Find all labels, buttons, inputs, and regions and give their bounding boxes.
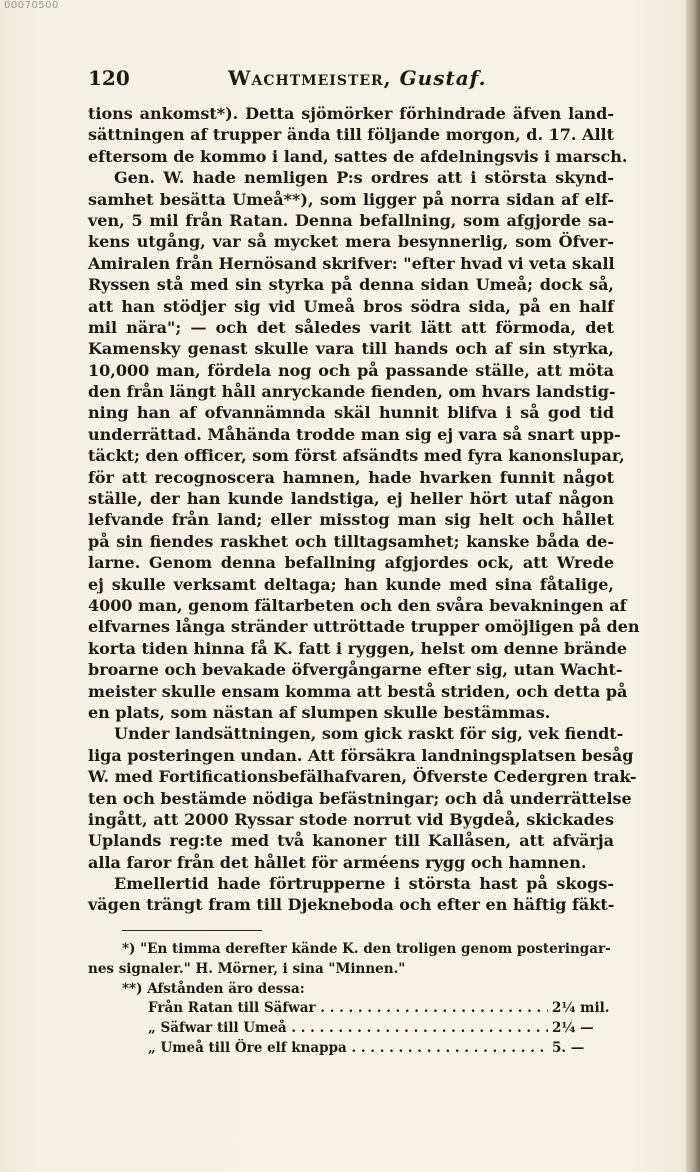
body-line: en plats, som nästan af slumpen skulle bestämmas. — [88, 702, 551, 722]
body-line: broarne och bevakade öfvergångarne efter sig, utan Wacht- — [88, 660, 623, 680]
distance-row — [88, 1019, 614, 1039]
page-header — [88, 66, 608, 94]
running-head — [228, 66, 487, 90]
body-line: vägen trängt fram till Djekneboda och efter en häftig fäkt- — [88, 895, 615, 915]
body-line: larne. Genom denna befallning afgjordes ock, att Wrede — [88, 553, 614, 573]
body-line: meister skulle ensam komma att bestå striden, och detta på — [88, 681, 628, 701]
body-line: W. med Fortificationsbefälhafvaren, Öfverste Cedergren trak- — [88, 767, 637, 787]
body-line: den från längt håll anryckande fienden, om hvars landstig- — [88, 382, 616, 402]
body-text — [88, 103, 640, 916]
footnote-rule — [122, 930, 262, 931]
body-line: att han stödjer sig vid Umeå bros södra sida, på en half — [88, 296, 614, 316]
body-line: mil nära"; — och det således varit lätt att förmoda, det — [88, 317, 614, 337]
body-line: ej skulle verksamt deltaga; han kunde med sina fåtalige, — [88, 574, 614, 594]
body-line: för att recognoscera hamnen, hade hvarken funnit något — [88, 467, 614, 487]
body-line: Amiralen från Hernösand skrifver: "efter hvad vi veta skall — [88, 253, 615, 273]
running-head-given: Gustaf. — [399, 66, 487, 90]
body-line: Under landsättningen, som gick raskt för sig, vek fiendt- — [114, 724, 624, 744]
distance-route: „ Säfwar till Umeå . . . — [148, 1019, 548, 1039]
body-line: kens utgång, var så mycket mera besynnerlig, som Öfver- — [88, 232, 614, 252]
footnote-1-line-2: nes signaler." H. Mörner, i sina "Minnen." — [88, 960, 406, 977]
distance-route: „ Umeå till Öre elf knappa . . . — [148, 1039, 548, 1059]
page-number: 120 — [88, 66, 130, 90]
body-line: ten och bestämde nödiga befästningar; och då underrättelse — [88, 788, 632, 808]
body-line: 10,000 man, fördela nog och på passande ställe, att möta — [88, 360, 614, 380]
running-head-name: Wachtmeister, — [228, 66, 392, 90]
distance-value: 2¼ — — [552, 1020, 594, 1037]
catalog-id: 00070500 — [4, 0, 59, 11]
body-line: Kamensky genast skulle vara till hands och af sin styrka, — [88, 339, 614, 359]
distance-value: 5. — — [552, 1039, 585, 1056]
body-line: Emellertid hade förtrupperne i största hast på skogs- — [114, 874, 614, 894]
body-line: på sin fiendes raskhet och tilltagsamhet; kanske båda de- — [88, 531, 614, 551]
footnote-2-intro: **) Afstånden äro dessa: — [122, 980, 305, 997]
distance-row — [88, 999, 614, 1019]
body-line: sättningen af trupper ända till följande morgon, d. 17. Allt — [88, 125, 614, 145]
body-line: ingått, att 2000 Ryssar stode norrut vid Bygdeå, skickades — [88, 809, 614, 829]
distance-value: 2¼ mil. — [552, 1000, 610, 1017]
body-line: liga posteringen undan. Att försäkra landningsplatsen besåg — [88, 745, 634, 765]
body-line: ning han af ofvannämnda skäl hunnit blifva i så god tid — [88, 403, 614, 423]
body-line: korta tiden hinna få K. fatt i ryggen, helst om denne brände — [88, 638, 628, 658]
body-line: Gen. W. hade nemligen P:s ordres att i största skynd- — [114, 168, 614, 188]
body-line: Uplands reg:te med två kanoner till Kallåsen, att afvärja — [88, 831, 614, 851]
body-line: täckt; den officer, som först afsändts med fyra kanonslupar, — [88, 446, 625, 466]
distance-row — [88, 1039, 614, 1059]
body-line: elfvarnes långa stränder uttröttade trupper omöjligen på den — [88, 617, 640, 637]
book-spine-edge — [686, 0, 700, 1172]
body-line: ven, 5 mil från Ratan. Denna befallning, som afgjorde sa- — [88, 210, 614, 230]
body-line: lefvande från land; eller misstog man sig helt och hållet — [88, 510, 614, 530]
body-line: samhet besätta Umeå**), som ligger på norra sidan af elf- — [88, 189, 614, 209]
distance-route: Från Ratan till Säfwar . . . — [148, 999, 548, 1019]
body-line: underrättad. Måhända trodde man sig ej vara så snart upp- — [88, 424, 621, 444]
body-line: Ryssen stå med sin styrka på denna sidan Umeå; dock så, — [88, 275, 614, 295]
body-line: alla faror från det hållet för arméens rygg och hamnen. — [88, 852, 587, 872]
footnotes — [88, 940, 614, 1059]
body-line: eftersom de kommo i land, sattes de afdelningsvis i marsch. — [88, 146, 628, 166]
body-line: tions ankomst*). Detta sjömörker förhindrade äfven land- — [88, 104, 614, 123]
body-line: 4000 man, genom fältarbeten och den svåra bevakningen af — [88, 595, 627, 615]
footnote-1-line-1: *) "En timma derefter kände K. den troligen genom posteringar- — [122, 941, 611, 957]
body-line: ställe, der han kunde landstiga, ej heller hört utaf någon — [88, 489, 614, 509]
